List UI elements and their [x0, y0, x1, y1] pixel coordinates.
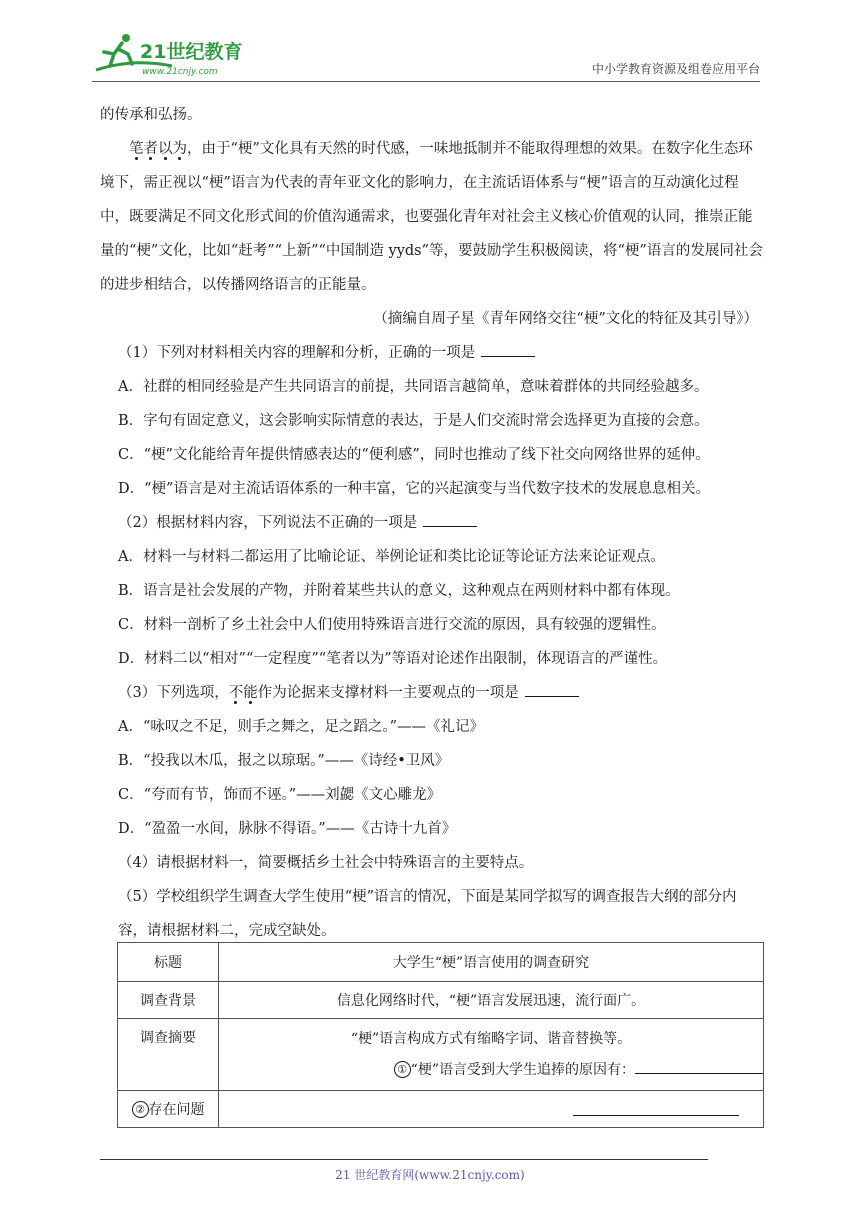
question-4-stem: （4）请根据材料一，简要概括乡土社会中特殊语言的主要特点。 — [118, 855, 534, 871]
dotted-char: 不 — [228, 685, 244, 701]
question-1-option-c[interactable]: C．“梗”文化能给青年提供情感表达的“便利感”，同时也推动了线下社交向网络世界的延伸。 — [118, 447, 710, 463]
page-footer: 21 世纪教育网(www.21cnjy.com) — [335, 1168, 525, 1182]
page-header — [92, 30, 760, 82]
blank-prompt: “梗”语言受到大学生追捧的原因有： — [410, 1062, 635, 1078]
dotted-char: 者 — [143, 141, 158, 157]
question-1-option-d[interactable]: D．“梗”语言是对主流话语体系的一种丰富，它的兴起演变与当代数字技术的发展息息相关。 — [118, 481, 710, 497]
question-2-stem — [100, 506, 764, 540]
question-5-stem: （5）学校组织学生调查大学生使用“梗”语言的情况，下面是某同学拟写的调查报告大纲的部分内容，请根据材料二，完成空缺处。 — [118, 889, 737, 939]
row-label: 调查摘要 — [118, 1019, 219, 1091]
row-label-text: 存在问题 — [148, 1102, 205, 1118]
table-row — [118, 1091, 764, 1128]
question-3-stem — [100, 676, 764, 710]
question-3-option-d[interactable]: D．“盈盈一水间，脉脉不得语。”——《古诗十九首》 — [118, 821, 457, 837]
row-label: 标题 — [118, 943, 219, 982]
abstract-text: “梗”语言构成方式有缩略字词、谐音替换等。 — [350, 1031, 632, 1047]
paragraph-text: ，由于“梗”文化具有天然的时代感，一味地抵制并不能取得理想的效果。在数字化生态环境下，需正视以“梗”语言为代表的青年亚文化的影响力，在主流话语体系与“梗”语言的互动演化过程中，既要满足不同文化形式间的价值沟通需求，也要强化青年对社会主义核心价值观的认同，推崇正能量的“梗”文化，比如“赶考”“上新”“中国制造 yyds”等，要鼓励学生积极阅读，将“梗”语言的发展同社会的进步相结合，以传播网络语言的正能量。 — [100, 141, 763, 293]
question-1-option-b[interactable]: B．字句有固定意义，这会影响实际情意的表达，于是人们交流时常会选择更为直接的会意。 — [118, 413, 709, 429]
row-label: 调查背景 — [118, 982, 219, 1019]
row-content — [219, 1019, 764, 1091]
question-1-text: （1）下列对材料相关内容的理解和分析，正确的一项是 — [118, 345, 476, 361]
table-row — [118, 1019, 764, 1091]
question-2-text: （2）根据材料内容，下列说法不正确的一项是 — [118, 515, 418, 531]
survey-outline-table — [117, 942, 764, 1128]
platform-name: 中小学教育资源及组卷应用平台 — [591, 62, 760, 76]
question-2-option-b[interactable]: B．语言是社会发展的产物，并附着某些共认的意义，这种观点在两则材料中都有体现。 — [118, 583, 680, 599]
footer-divider — [100, 1159, 708, 1160]
question-3-option-a[interactable]: A．“咏叹之不足，则手之舞之，足之蹈之。”——《礼记》 — [118, 719, 485, 735]
question-1-stem — [100, 336, 764, 370]
row-label — [118, 1091, 219, 1128]
dotted-char: 能 — [243, 685, 258, 701]
header-divider — [92, 81, 760, 82]
question-3-text-rest: 作为论据来支撑材料一主要观点的一项是 — [257, 685, 519, 701]
circled-number: ② — [132, 1101, 149, 1118]
passage-line-top: 的传承和弘扬。 — [100, 107, 202, 123]
question-2-option-c[interactable]: C．材料一剖析了乡土社会中人们使用特殊语言进行交流的原因，具有较强的逻辑性。 — [118, 617, 666, 633]
question-3-option-c[interactable]: C．“夸而有节，饰而不诬。”——刘勰《文心雕龙》 — [118, 787, 442, 803]
logo-text: 21世纪教育 — [140, 41, 243, 63]
row-content: 大学生“梗”语言使用的调查研究 — [219, 943, 764, 982]
document-body — [100, 98, 764, 948]
row-content — [219, 1091, 764, 1128]
site-logo — [92, 30, 262, 80]
row-content: 信息化网络时代，“梗”语言发展迅速，流行面广。 — [219, 982, 764, 1019]
table-row — [118, 943, 764, 982]
question-2-option-d[interactable]: D．材料二以“相对”“一定程度”“笔者以为”等语对论述作出限制，体现语言的严谨性。 — [118, 651, 668, 667]
answer-blank[interactable] — [573, 1099, 739, 1116]
question-3-option-b[interactable]: B．“投我以木瓜，报之以琼琚。”——《诗经•卫风》 — [118, 753, 450, 769]
answer-blank[interactable] — [423, 510, 477, 527]
dotted-char: 为 — [172, 141, 187, 157]
circled-number: ① — [394, 1061, 411, 1078]
question-1-option-a[interactable]: A．社群的相同经验是产生共同语言的前提，共同语言越简单，意味着群体的共同经验越多。 — [118, 379, 709, 395]
answer-blank[interactable] — [525, 680, 579, 697]
question-2-option-a[interactable]: A．材料一与材料二都运用了比喻论证、举例论证和类比论证等论证方法来论证观点。 — [118, 549, 665, 565]
table-row — [118, 982, 764, 1019]
answer-blank[interactable] — [481, 340, 535, 357]
abstract-blank-line — [219, 1055, 763, 1085]
answer-blank[interactable] — [635, 1057, 763, 1074]
dotted-char: 以 — [158, 141, 173, 157]
dotted-char: 笔 — [129, 141, 144, 157]
question-3-text: （3）下列选项， — [118, 685, 229, 701]
passage-paragraph — [100, 132, 764, 302]
passage-source: （摘编自周子星《青年网络交往“梗”文化的特征及其引导》） — [373, 311, 758, 327]
logo-url: www.21cnjy.com — [142, 67, 218, 77]
